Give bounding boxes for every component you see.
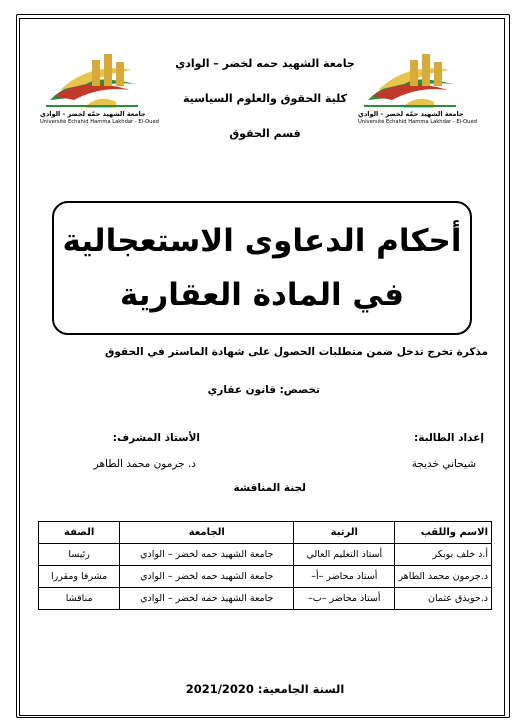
member-university: جامعة الشهيد حمه لخضر – الوادي <box>120 544 294 566</box>
member-role: مشرفا ومقررا <box>39 566 120 588</box>
member-role: رئيسا <box>39 544 120 566</box>
university-logo-left <box>40 50 159 128</box>
logo-caption-french: Université Echahid Hamma Lakhdar - El-Oued <box>358 119 477 125</box>
member-rank: أستاذ التعليم العالي <box>294 544 395 566</box>
thesis-title-box <box>52 201 472 335</box>
member-name: أ.د خلف بوبكر <box>395 544 492 566</box>
member-university: جامعة الشهيد حمه لخضر – الوادي <box>120 566 294 588</box>
supervisor-label: الأستاذ المشرف: <box>112 432 200 444</box>
thesis-title-line-2: في المادة العقارية <box>119 277 405 313</box>
university-emblem-icon <box>40 50 144 112</box>
member-rank: أستاذ محاضر –ب– <box>294 588 395 610</box>
supervisor-name: د. جرمون محمد الطاهر <box>93 458 196 470</box>
member-name: د.جرمون محمد الطاهر <box>395 566 492 588</box>
member-role: مناقشا <box>39 588 120 610</box>
committee-title: لجنة المناقشة <box>233 482 306 494</box>
member-university: جامعة الشهيد حمه لخضر – الوادي <box>120 588 294 610</box>
student-label: إعداد الطالبة: <box>414 432 484 444</box>
committee-table <box>38 521 492 610</box>
table-row <box>39 544 492 566</box>
logo-caption-arabic: جامعة الشهيد حمّه لخضر - الوادي <box>358 110 464 118</box>
faculty-name: كلية الحقوق والعلوم السياسية <box>182 92 348 105</box>
table-row <box>39 566 492 588</box>
header-name: الاسم واللقب <box>395 522 492 544</box>
department-name: قسم الحقوق <box>229 127 301 140</box>
member-name: د.حويذق عثمان <box>395 588 492 610</box>
logo-caption-arabic: جامعة الشهيد حمّه لخضر - الوادي <box>40 110 146 118</box>
student-name: شيحاني خديجة <box>411 458 476 470</box>
header-university: الجامعة <box>120 522 294 544</box>
specialization: تخصص: قانون عقاري <box>207 384 320 396</box>
logo-caption-french: Université Echahid Hamma Lakhdar - El-Oued <box>40 119 159 125</box>
thesis-purpose: مذكرة تخرج تدخل ضمن متطلبات الحصول على شهادة الماستر في الحقوق <box>104 346 488 358</box>
university-name: جامعة الشهيد حمه لخضر – الوادي <box>175 57 355 70</box>
table-row <box>39 588 492 610</box>
header-role: الصفة <box>39 522 120 544</box>
committee-table-header <box>39 522 492 544</box>
thesis-title-line-1: أحكام الدعاوى الاستعجالية <box>62 223 462 259</box>
member-rank: أستاذ محاضر –أ– <box>294 566 395 588</box>
header-rank: الرتبة <box>294 522 395 544</box>
academic-year: السنة الجامعية: 2021/2020 <box>185 682 345 696</box>
